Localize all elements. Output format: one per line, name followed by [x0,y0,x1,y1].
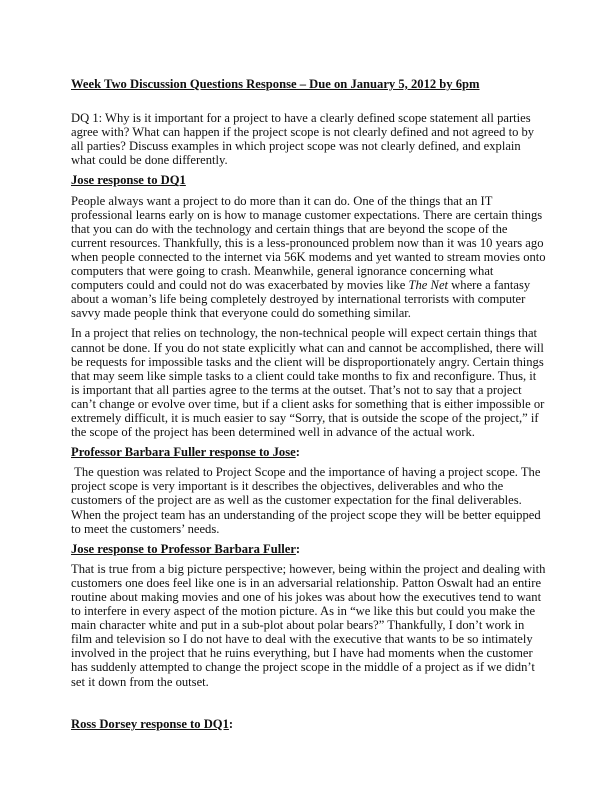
spacer [71,695,546,717]
section-heading-ross-dq1 [71,717,546,731]
paragraph-text: People always want a project to do more than it can do. One of the things that an IT professional learns early on is how to manage customer expectations. There are certain things that you can do with the technology and certain things that are beyond the scope of the current resources. Thankfully, this is a less-pronounced problem now than it was 10 years ago when people connected to the internet via 56K modems and yet wanted to stream movies onto computers that were going to crash. Meanwhile, general ignorance concerning what computers could and could not do was exacerbated by movies like [71,193,546,293]
section-heading-fuller-to-jose [71,445,546,459]
paragraph-text: where a fantasy about a woman’s life being completely destroyed by international terrorists with computer savvy made people think that everyone could do something similar. [71,278,531,321]
response-paragraph: The question was related to Project Scope and the importance of having a project scope. The project scope is very important is it describes the objectives, deliverables and who the customers of the project are as well as the customer expectation for the final deliverables. When the project team has an understanding of the project scope they will be better equipped to meet the customers’ needs. [71,465,544,536]
movie-title: The Net [408,278,449,293]
section-heading-jose-dq1 [71,173,546,187]
heading-text: Ross Dorsey response to DQ1 [71,716,229,731]
response-paragraph: In a project that relies on technology, the non-technical people will expect certain things that cannot be done. If you do not state explicitly what can and cannot be accomplished, there will be requests for impossible tasks and the client will be disproportionately angry. Certain things that may seem like simple tasks to a client could take months to fix and reconfigure. Thus, it is important that all parties agree to the terms at the outset. That’s not to say that a project can’t change or evolve over time, but if a client asks for something that is either impossible or extremely difficult, it is much easier to say “Sorry, that is outside the scope of the project,” if the scope of the project has been determined well in advance of the actual work. [71,326,545,440]
discussion-question: DQ 1: Why is it important for a project to have a clearly defined scope statement all parties agree with? What can happen if the project scope is not clearly defined and not agreed to by all parties? Discuss examples in which project scope was not clearly defined, and explain what could be done differently. [71,111,535,168]
response-paragraph: That is true from a big picture perspective; however, being within the project and dealing with customers one does feel like one is in an adversarial relationship. Patton Oswalt had an entire routine about making movies and one of his jokes was about how the executives tend to want to interfere in every aspect of the motion picture. As in “we like this but could you make the main character white and put in a sub-plot about polar bears?” Thankfully, I don’t work in film and television so I do not have to deal with the executive that wants to be so intimately involved in the project that he ruins everything, but I have had moments when the customer has suddenly attempted to change the project scope in the middle of a project as if we didn’t set it down from the outset. [71,561,546,689]
heading-text: Jose response to DQ1 [71,173,186,188]
heading-text: Professor Barbara Fuller response to Jose [71,445,296,460]
document-title: Week Two Discussion Questions Response – Due on January 5, 2012 by 6pm [71,77,480,91]
heading-suffix: : [295,541,301,556]
heading-text: Jose response to Professor Barbara Fuller [71,541,296,556]
response-paragraph [71,194,546,321]
document-page [71,77,546,737]
heading-suffix: : [295,445,300,460]
heading-suffix: : [228,716,234,731]
section-heading-jose-to-fuller [71,542,546,556]
